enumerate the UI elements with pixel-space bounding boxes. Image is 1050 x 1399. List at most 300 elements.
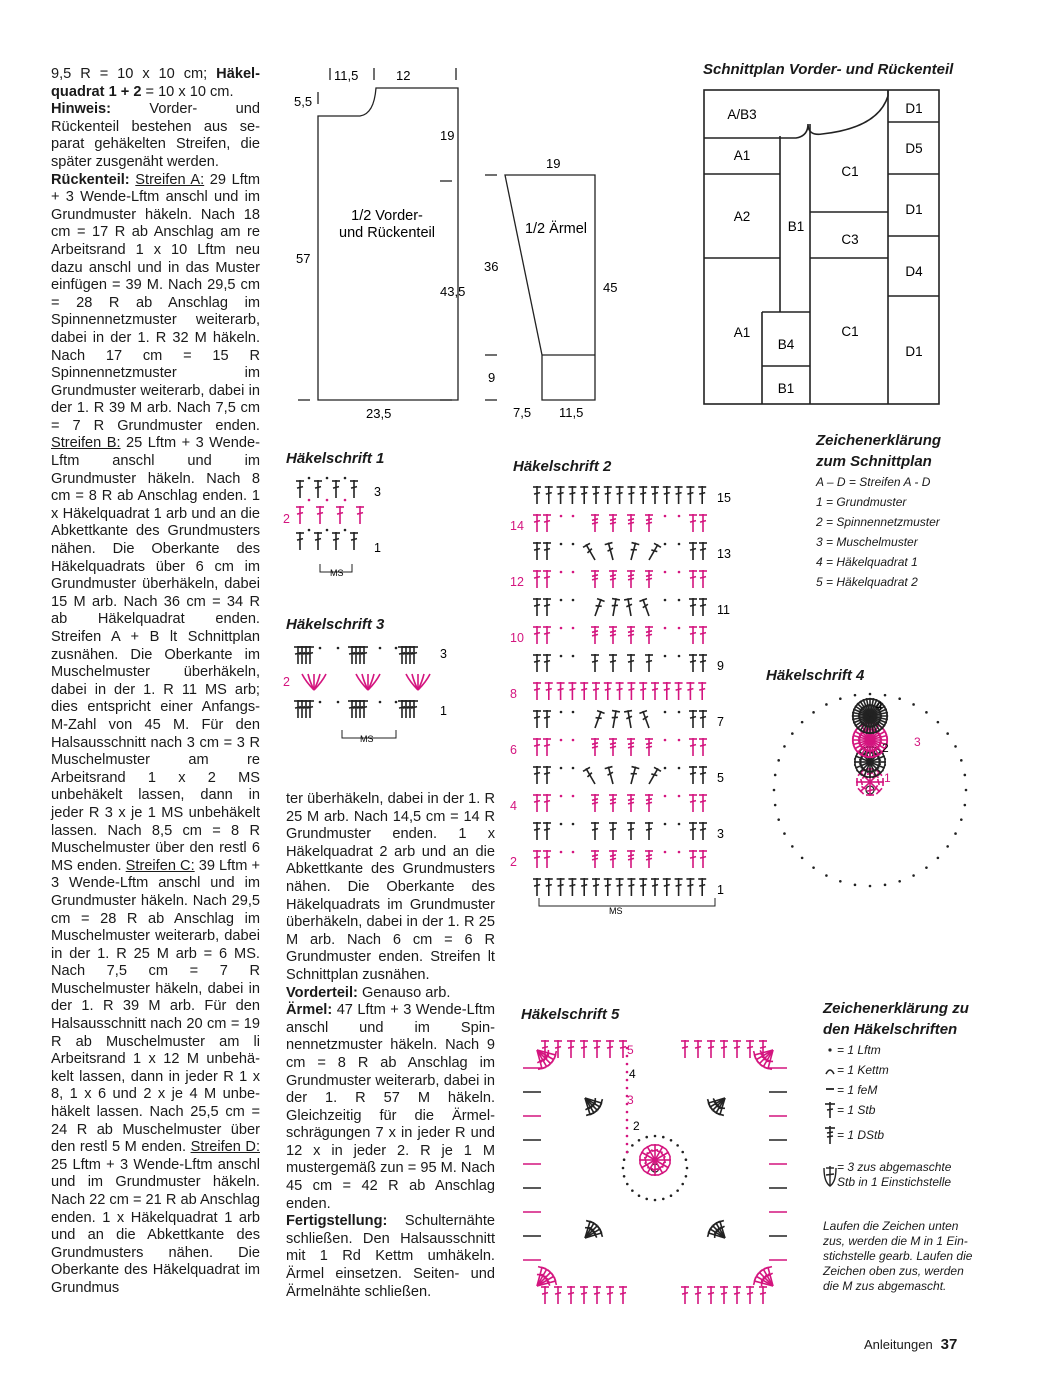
dc-symbol [533, 850, 541, 868]
chain-symbol [946, 845, 949, 848]
dc-symbol [580, 1040, 588, 1058]
tr-symbol [591, 850, 599, 868]
dc-symbol [296, 506, 304, 524]
chain-symbol [326, 477, 329, 480]
cluster-icon [824, 1166, 836, 1186]
instruction-paragraph: Fertigstellung: Schulternähte schließen. Den Halsausschnitt mit 1 Rd Kettm umhäkeln. Ärmel einsetzen. Seiten- und Ärmelnähte schließen. [286, 1213, 495, 1300]
dc-symbol [639, 486, 647, 504]
chain-symbol [572, 515, 575, 518]
dc-symbol [533, 598, 541, 616]
chart3-row-3: 3 [440, 647, 447, 661]
instruction-paragraph: Ärmel: 47 Lftm + 3 Wende-Lftm anschl und im Spinnennetzmuster häkeln. Nach 9 cm = 8 R ab Anschlag im Grundmuster weiterarb, dabei in der 1. R 57 M häkeln. Gleichzeitig für die Ärmelschrägungen 7 x in jeder R und 12 x in jeder 2. R je 1 M mustergemäß zun = 95 M. Nach 45 cm = 42 R ab Anschlag enden. [286, 1002, 495, 1212]
chain-symbol [825, 874, 828, 877]
chain-symbol [572, 823, 575, 826]
dc-symbol [604, 766, 616, 785]
chain-symbol [560, 795, 563, 798]
chain-symbol [898, 880, 901, 883]
dc-symbol [675, 486, 683, 504]
dc-symbol [567, 1040, 575, 1058]
chart2-row-label: 11 [717, 603, 730, 617]
chart3-diagram [280, 638, 460, 748]
dc-symbol [746, 1286, 754, 1304]
dc-symbol [336, 506, 344, 524]
dc-symbol [689, 738, 697, 756]
chain-symbol [964, 774, 967, 777]
dc-symbol [356, 700, 364, 718]
dc-symbol [720, 1286, 728, 1304]
dc-symbol [568, 682, 576, 700]
chart2-ms: MS [609, 906, 623, 916]
dc-symbol [699, 766, 707, 784]
chain-symbol [379, 647, 382, 650]
dc-symbol [332, 480, 340, 498]
chain-symbol [801, 857, 804, 860]
chart2-row-label: 12 [510, 575, 524, 589]
instruction-paragraph: ter überhäkeln, dabei in der 1. R 25 M arb. Nach 14,5 cm = 14 R Grundmuster enden. 1 x Häkelquadrat 2 arb und an die Abkettkante des Grundmusters nähen. Die Oberkante des Häkelquadrats im Grundmuster überhäkeln, dabei in der 1. R 25 M arb. Nach 6 cm = 6 R Grundmuster enden. Streifen lt Schnittplan zusnähen. [286, 791, 495, 983]
dc-symbol [604, 486, 612, 504]
chain-symbol [626, 1127, 629, 1130]
dc-symbol [294, 646, 302, 664]
dc-symbol [733, 1286, 741, 1304]
chain-symbol [783, 832, 786, 835]
dc-symbol [689, 766, 697, 784]
dc-symbol [543, 822, 551, 840]
chain-symbol [825, 703, 828, 706]
dc-symbol [604, 542, 616, 561]
dc-symbol [402, 700, 410, 718]
chain-symbol [678, 515, 681, 518]
chart2-row-label: 3 [717, 827, 724, 841]
dc-symbol [689, 542, 697, 560]
chain-symbol [664, 627, 667, 630]
chain-symbol [626, 1079, 629, 1082]
chain-symbol [572, 795, 575, 798]
chain-symbol [326, 529, 329, 532]
dc-symbol [533, 822, 541, 840]
dc-symbol [348, 646, 356, 664]
legend-cluster-text: = 3 zus abgemaschte Stb in 1 Einstichstelle [837, 1160, 952, 1189]
chain-symbol [560, 851, 563, 854]
dc-symbol [543, 766, 551, 784]
dc-symbol [533, 682, 541, 700]
plan-cell-d5: D5 [905, 141, 923, 156]
dc-symbol [699, 822, 707, 840]
dc-symbol [681, 1040, 689, 1058]
page-number: 37 [940, 1336, 958, 1353]
chain-symbol [839, 880, 842, 883]
sleeve-dim-9: 9 [488, 370, 496, 385]
chain-symbol [626, 1135, 629, 1138]
dc-symbol [707, 1040, 715, 1058]
tr-symbol [609, 738, 617, 756]
chart2-row-label: 9 [717, 659, 724, 673]
dc-symbol [592, 878, 600, 896]
chain-symbol [664, 543, 667, 546]
chart2-row-label: 14 [510, 519, 524, 533]
dc-symbol [689, 626, 697, 644]
dc-symbol [543, 794, 551, 812]
dc-symbol [609, 710, 620, 729]
dc-symbol [606, 1286, 614, 1304]
chain-symbol [954, 832, 957, 835]
chain-symbol [869, 693, 872, 696]
dc-symbol [545, 486, 553, 504]
dc-symbol [533, 542, 541, 560]
layout-plan-title: Schnittplan Vorder- und Rückenteil [703, 61, 954, 78]
chart4-round-3: 3 [914, 735, 921, 749]
plan-cell-d4: D4 [905, 264, 923, 279]
dc-symbol [699, 710, 707, 728]
chain-symbol [925, 866, 928, 869]
chain-symbol [379, 701, 382, 704]
plan-cell-a1-top: A1 [733, 148, 751, 163]
dc-symbol [316, 506, 324, 524]
instructions-column-1 [51, 66, 260, 1298]
dc-symbol [689, 654, 697, 672]
dim-5-5: 5,5 [294, 94, 313, 109]
dc-symbol [627, 878, 635, 896]
tr-symbol [591, 794, 599, 812]
tr-icon [825, 1126, 835, 1144]
chain-symbol [631, 1189, 634, 1192]
chain-symbol [395, 647, 398, 650]
dim-19: 19 [440, 128, 455, 143]
dc-symbol [350, 480, 358, 498]
chain-symbol [560, 599, 563, 602]
chain-symbol [572, 767, 575, 770]
chain-symbol [664, 515, 667, 518]
chart2-title: Häkelschrift 2 [513, 458, 612, 475]
chain-symbol [664, 823, 667, 826]
layout-plan [700, 86, 945, 411]
chart5-round-2: 2 [633, 1119, 640, 1133]
dc-symbol [720, 1040, 728, 1058]
chart4-diagram [764, 690, 974, 900]
dc-symbol [332, 532, 340, 550]
dc-symbol [533, 766, 541, 784]
dc-symbol [681, 1286, 689, 1304]
chain-symbol [777, 818, 780, 821]
dc-symbol [298, 646, 306, 664]
dc-symbol [543, 598, 551, 616]
tr-symbol [645, 626, 653, 644]
chain-symbol [774, 804, 777, 807]
chain-symbol [685, 1175, 688, 1178]
chain-symbol [783, 745, 786, 748]
chain-symbol [884, 694, 887, 697]
chain-symbol [337, 647, 340, 650]
chain-symbol [676, 1144, 679, 1147]
tr-symbol [627, 850, 635, 868]
chain-symbol [681, 1183, 684, 1186]
dc-symbol [699, 794, 707, 812]
chart2-row-label: 2 [510, 855, 517, 869]
chart2-row-label: 10 [510, 631, 524, 645]
dc-symbol [689, 514, 697, 532]
plan-cell-d1-a: D1 [905, 101, 923, 116]
dc-symbol [592, 682, 600, 700]
page-footer [864, 1336, 957, 1353]
dc-symbol [533, 626, 541, 644]
dc-symbol [627, 766, 639, 785]
sleeve-dim-19: 19 [546, 156, 561, 171]
chain-symbol [572, 655, 575, 658]
dc-symbol [410, 646, 418, 664]
chart5-round-3: 3 [627, 1093, 634, 1107]
chain-symbol [626, 1071, 629, 1074]
chain-symbol [678, 571, 681, 574]
dc-symbol [624, 710, 635, 729]
dc-symbol [360, 646, 368, 664]
dc-symbol [398, 646, 406, 664]
chain-symbol [662, 1136, 665, 1139]
dc-symbol [543, 710, 551, 728]
dc-symbol [709, 1222, 727, 1240]
dc-symbol [699, 598, 707, 616]
chain-symbol [560, 711, 563, 714]
dc-symbol [568, 486, 576, 504]
chart2-row-label: 7 [717, 715, 724, 729]
tr-symbol [609, 514, 617, 532]
chain-symbol [670, 1194, 673, 1197]
chart1-title: Häkelschrift 1 [286, 450, 385, 467]
dc-symbol [591, 654, 599, 672]
dc-symbol [533, 570, 541, 588]
dc-symbol [306, 700, 314, 718]
chart4-title: Häkelschrift 4 [766, 667, 865, 684]
chain-symbol [678, 655, 681, 658]
plan-cell-b1-bottom: B1 [777, 381, 795, 396]
dc-symbol [639, 710, 653, 730]
chain-symbol [337, 701, 340, 704]
section-name: Anleitungen [864, 1337, 933, 1352]
dc-symbol [533, 794, 541, 812]
chart3-title: Häkelschrift 3 [286, 616, 385, 633]
chain-symbol [678, 627, 681, 630]
dim-23-5: 23,5 [366, 406, 392, 421]
chain-symbol [560, 655, 563, 658]
dc-symbol [593, 1040, 601, 1058]
dc-symbol [302, 646, 310, 664]
dc-symbol [543, 850, 551, 868]
chain-symbol [308, 477, 311, 480]
chart3-row-2: 2 [283, 675, 290, 689]
chain-symbol [626, 1111, 629, 1114]
dc-symbol [627, 542, 639, 561]
dc-symbol [604, 682, 612, 700]
plan-cell-ab3: A/B3 [727, 107, 757, 122]
chart5-round-4: 4 [629, 1067, 636, 1081]
dc-symbol [698, 878, 706, 896]
plan-cell-d1-c: D1 [905, 344, 923, 359]
chain-symbol [560, 767, 563, 770]
dc-symbol [709, 1095, 727, 1113]
chain-symbol [664, 711, 667, 714]
chain-symbol [678, 851, 681, 854]
dc-symbol [533, 486, 541, 504]
chart1-ms: MS [330, 568, 344, 578]
dc-symbol [591, 822, 599, 840]
dc-symbol [543, 738, 551, 756]
chain-symbol [308, 529, 311, 532]
dc-symbol [591, 598, 605, 618]
chain-symbol [777, 759, 780, 762]
chain-symbol [912, 874, 915, 877]
dc-symbol [294, 700, 302, 718]
dc-symbol [746, 1040, 754, 1058]
tr-symbol [609, 626, 617, 644]
dc-icon [825, 1102, 835, 1118]
sleeve-schematic [480, 150, 620, 430]
chain-symbol [572, 711, 575, 714]
dc-symbol [609, 598, 620, 617]
chart4-round-1: 1 [884, 771, 891, 785]
chart2-diagram [505, 478, 755, 918]
dc-symbol [663, 486, 671, 504]
dc-symbol [580, 486, 588, 504]
chain-symbol [560, 515, 563, 518]
dc-symbol [580, 878, 588, 896]
tr-symbol [627, 570, 635, 588]
chain-symbol [572, 543, 575, 546]
chain-symbol [965, 789, 968, 792]
dc-symbol [639, 598, 653, 618]
instruction-paragraph: Hinweis: Vorder- und Rückenteil bestehen aus separat gehäkelten Streifen, die später zusgenäht werden. [51, 101, 260, 170]
tr-symbol [609, 570, 617, 588]
chain-symbol [638, 1194, 641, 1197]
chain-symbol [670, 1139, 673, 1142]
chain-symbol [801, 721, 804, 724]
dc-symbol [616, 878, 624, 896]
chart1-diagram [280, 472, 390, 582]
dc-symbol [406, 700, 414, 718]
chain-symbol [937, 857, 940, 860]
dc-symbol [651, 878, 659, 896]
dc-symbol [533, 738, 541, 756]
dc-symbol [686, 486, 694, 504]
dc-symbol [533, 710, 541, 728]
instruction-paragraph: Vorderteil: Genauso arb. [286, 984, 451, 1001]
dc-symbol [543, 570, 551, 588]
chain-symbol [954, 745, 957, 748]
chain-symbol [678, 823, 681, 826]
dc-symbol [410, 700, 418, 718]
body-schematic [290, 60, 470, 430]
chain-symbol [560, 823, 563, 826]
tr-symbol [645, 514, 653, 532]
dc-symbol [733, 1040, 741, 1058]
dc-symbol [360, 700, 368, 718]
chart2-row-label: 13 [717, 547, 731, 561]
instruction-paragraph: 9,5 R = 10 x 10 cm; Häkelquadrat 1 + 2 = 10 x 10 cm. [51, 66, 260, 100]
chain-symbol [678, 543, 681, 546]
dc-symbol [699, 514, 707, 532]
dim-11-5: 11,5 [334, 68, 359, 83]
dc-symbol [639, 878, 647, 896]
chain-symbol [664, 655, 667, 658]
chain-symbol [654, 1199, 657, 1202]
dc-symbol [533, 878, 541, 896]
chain-symbol [645, 1136, 648, 1139]
dc-symbol [624, 598, 635, 617]
sleeve-dim-11-5: 11,5 [559, 405, 584, 420]
dc-symbol [663, 878, 671, 896]
chain-symbol [308, 499, 311, 502]
chart3-ms: MS [360, 734, 374, 744]
dc-symbol [592, 486, 600, 504]
dc-symbol [619, 1040, 627, 1058]
dc-symbol [583, 766, 599, 786]
dc-symbol [543, 514, 551, 532]
chain-symbol [678, 767, 681, 770]
chain-symbol [946, 732, 949, 735]
chart4-round-2: 2 [882, 741, 889, 755]
dc-symbol [699, 542, 707, 560]
chart5-round-5: 5 [627, 1043, 634, 1057]
plan-cell-d1-b: D1 [905, 202, 923, 217]
chain-symbol [791, 845, 794, 848]
tr-symbol [645, 850, 653, 868]
chart2-row-label: 1 [717, 883, 724, 897]
chart5-title: Häkelschrift 5 [521, 1006, 620, 1023]
dc-symbol [302, 700, 310, 718]
dc-symbol [398, 700, 406, 718]
chain-symbol [626, 1119, 629, 1122]
chain-symbol [686, 1167, 689, 1170]
chain-symbol [626, 1143, 629, 1146]
chain-symbol [626, 1087, 629, 1090]
dc-symbol [689, 794, 697, 812]
dc-symbol [646, 766, 662, 786]
chain-symbol [560, 543, 563, 546]
dc-symbol [639, 682, 647, 700]
dc-symbol [619, 1286, 627, 1304]
dc-symbol [707, 1286, 715, 1304]
sleeve-schematic-label: 1/2 Ärmel [524, 221, 588, 237]
dc-symbol [609, 654, 617, 672]
dc-symbol [627, 654, 635, 672]
chain-symbol [964, 804, 967, 807]
chain-symbol [884, 884, 887, 887]
chain-symbol [664, 739, 667, 742]
plan-cell-c1-bottom: C1 [841, 324, 859, 339]
dim-43-5: 43,5 [440, 284, 466, 299]
chart5-diagram [515, 1028, 805, 1318]
chain-symbol [685, 1158, 688, 1161]
dc-symbol [686, 682, 694, 700]
chain-symbol [869, 885, 872, 888]
dc-symbol [606, 1040, 614, 1058]
legend-plan-items: A – D = Streifen A - D 1 = Grundmuster 2 = Spinnennetzmuster 3 = Muschelmuster 4 = Häkelquadrat 1 5 = Häkelquadrat 2 [816, 475, 940, 589]
chain-symbol [572, 851, 575, 854]
dc-symbol [689, 598, 697, 616]
tr-symbol [645, 794, 653, 812]
dc-symbol [543, 654, 551, 672]
dc-symbol [663, 682, 671, 700]
plan-cell-c1-top: C1 [841, 164, 859, 179]
dc-symbol [689, 850, 697, 868]
dc-symbol [296, 480, 304, 498]
dc-symbol [698, 486, 706, 504]
dc-symbol [533, 654, 541, 672]
dc-symbol [616, 486, 624, 504]
chain-symbol [344, 529, 347, 532]
chain-symbol [654, 1135, 657, 1138]
tr-symbol [645, 570, 653, 588]
chart4-round-4: 4 [876, 699, 883, 713]
chain-symbol [791, 732, 794, 735]
chain-symbol [678, 739, 681, 742]
